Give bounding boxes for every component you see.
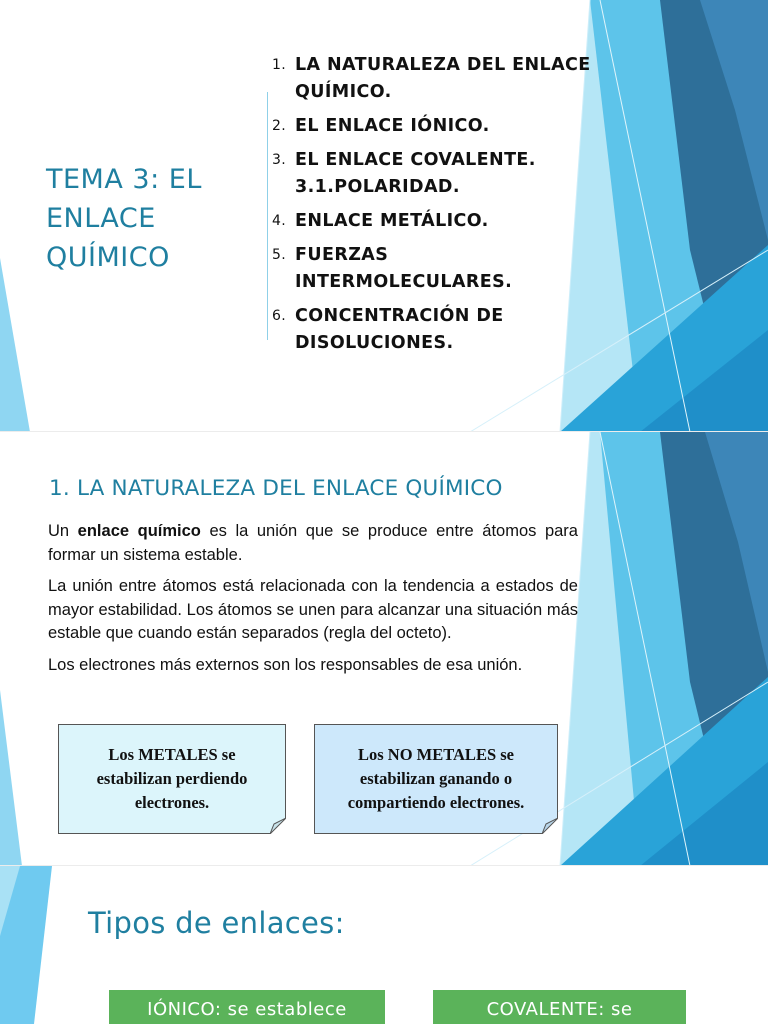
toc-item (272, 113, 602, 140)
slide-title-heading: TEMA 3: EL ENLACE QUÍMICO (46, 164, 202, 273)
toc-number: 1. (272, 57, 287, 73)
note-text: Los NO METALES se estabilizan ganando o compartiendo electrones. (347, 745, 525, 812)
toc-text: CONCENTRACIÓN DE DISOLUCIONES. (295, 306, 504, 353)
paragraph-definition (48, 520, 578, 567)
slide-body (48, 520, 578, 685)
paragraph-electrons: Los electrones más externos son los responsables de esa unión. (48, 655, 523, 674)
slide-title (0, 0, 768, 432)
toc-item (272, 303, 602, 357)
toc-text: EL ENLACE COVALENTE. (295, 150, 536, 170)
slide-tipos (0, 866, 768, 1024)
toc-text: LA NATURALEZA DEL ENLACE QUÍMICO. (295, 55, 591, 102)
toc-text: FUERZAS INTERMOLECULARES. (295, 245, 513, 292)
page-fold-icon (270, 818, 286, 834)
table-of-contents (272, 52, 602, 364)
toc-item (272, 242, 602, 296)
ionico-box: IÓNICO: se establece (109, 990, 385, 1024)
covalente-box: COVALENTE: se (433, 990, 686, 1024)
divider-line (267, 92, 268, 340)
toc-text: ENLACE METÁLICO. (295, 211, 489, 231)
toc-number: 2. (272, 118, 287, 134)
page-fold-icon (542, 818, 558, 834)
toc-subitem: 3.1.POLARIDAD. (295, 177, 460, 197)
note-no-metales (314, 724, 558, 834)
slide-heading: 1. LA NATURALEZA DEL ENLACE QUÍMICO (49, 476, 503, 501)
text-run: es la unión que se produce entre átomos para formar un sistema estable. (48, 522, 578, 564)
note-text: Los METALES se estabilizan perdiendo electrones. (96, 745, 248, 812)
toc-number: 5. (272, 247, 287, 263)
left-sliver-shape (0, 258, 30, 432)
bold-term: enlace químico (77, 522, 201, 540)
toc-item (272, 147, 602, 201)
toc-item (272, 52, 602, 106)
note-metales (58, 724, 286, 834)
text-run: Un (48, 522, 78, 540)
toc-number: 3. (272, 152, 287, 168)
toc-number: 4. (272, 213, 287, 229)
paragraph-stability: La unión entre átomos está relacionada con la tendencia a estados de mayor estabilidad. Los átomos se unen para alcanzar una situación más estable que cuando están separados (regla del octeto). (48, 577, 578, 642)
toc-number: 6. (272, 308, 287, 324)
toc-text: EL ENLACE IÓNICO. (295, 116, 490, 136)
slide-heading: Tipos de enlaces: (88, 906, 345, 940)
left-sliver-shape (0, 690, 22, 866)
slide-naturaleza (0, 432, 768, 866)
toc-item (272, 208, 602, 235)
